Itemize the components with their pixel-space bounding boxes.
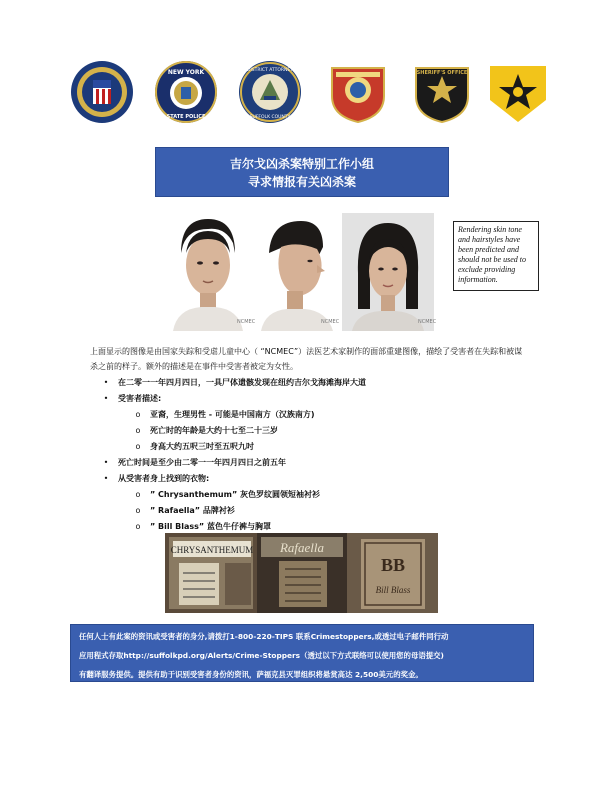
footer-line-1: 任何人士有此案的资讯或受害者的身分,请拨打1-800-220-TIPS 联系Crimestoppers,或透过电子邮件同行动 <box>79 632 449 641</box>
list-item: o 死亡时的年龄是大约十七至二十三岁 <box>135 426 278 435</box>
rendering-disclaimer-note: Rendering skin tone and hairstyles have been predicted and should not be used to exclude providing information. <box>453 221 539 291</box>
svg-text:NCMEC: NCMEC <box>418 319 437 325</box>
reconstruction-front-female-image <box>342 213 437 331</box>
svg-text:STATE POLICE: STATE POLICE <box>166 114 206 120</box>
fbi-seal-icon <box>70 60 134 124</box>
svg-text:Rafaella: Rafaella <box>279 540 325 555</box>
list-item: o ” Rafaella” 品牌衬衫 <box>135 506 235 515</box>
title-line-2: 寻求情报有关凶杀案 <box>247 175 356 189</box>
victim-details-list <box>100 375 530 551</box>
svg-text:Bill Blass: Bill Blass <box>375 585 411 595</box>
footer-line-3: 有翻译服务提供。提供有助于识别受害者身份的资讯，萨福克县灭罪组织将悬赏高达 2,500美元的奖金。 <box>79 670 423 679</box>
task-force-title-banner <box>155 147 449 197</box>
agency-seals-row <box>70 60 550 130</box>
tip-contact-footer-banner <box>70 624 534 682</box>
list-item: o ” Chrysanthemum” 灰色罗纹圆领短袖衬衫 <box>135 490 320 499</box>
svg-text:CHRYSANTHEMUM: CHRYSANTHEMUM <box>170 545 254 555</box>
reconstruction-profile-male-image <box>257 213 340 331</box>
footer-line-2: 应用程式存取http://suffolkpd.org/Alerts/Crime-Stoppers（透过以下方式联络可以使用您的母语提交) <box>79 651 444 660</box>
list-item: o 身高大约五呎三吋至五呎九吋 <box>135 442 254 451</box>
bill-blass-label-image <box>347 533 438 613</box>
chrysanthemum-label-image <box>165 533 257 613</box>
svg-text:NCMEC: NCMEC <box>237 319 256 325</box>
clothing-labels-photos <box>165 533 438 613</box>
intro-paragraph: 上面显示的图像是由国家失踪和受虐儿童中心（ “NCMEC”）法医艺术家制作的面部重建图像，描绘了受害者在失踪和被谋杀之前的样子。额外的描述是在事件中受害者被定为女性。 <box>90 347 523 371</box>
svg-text:SUFFOLK COUNTY: SUFFOLK COUNTY <box>249 115 291 120</box>
list-item: o 亚裔，生理男性 - 可能是中国南方（汉族南方) <box>135 410 315 419</box>
svg-text:DISTRICT ATTORNEY: DISTRICT ATTORNEY <box>247 68 293 73</box>
svg-text:NEW YORK: NEW YORK <box>167 69 205 76</box>
secret-service-star-icon <box>486 60 550 124</box>
list-item: • 在二零一一年四月四日，一具尸体遗骸发现在纽约吉尔戈海滩海岸大道 <box>103 378 366 387</box>
suffolk-police-patch-icon <box>326 60 390 124</box>
new-york-state-police-seal-icon <box>154 60 218 124</box>
list-item: • 死亡时间是至少由二零一一年四月四日之前五年 <box>103 458 286 467</box>
sheriffs-office-badge-icon <box>410 60 474 124</box>
reconstruction-front-male-image <box>167 213 256 331</box>
svg-text:SHERIFF'S OFFICE: SHERIFF'S OFFICE <box>416 70 468 76</box>
list-item: • 受害者描述: <box>103 394 162 403</box>
list-item: o ” Bill Blass” 蓝色牛仔裤与胸罩 <box>135 522 271 531</box>
rafaella-label-image <box>257 533 347 613</box>
svg-text:NCMEC: NCMEC <box>321 319 340 325</box>
suffolk-district-attorney-seal-icon <box>238 60 302 124</box>
list-item: • 从受害者身上找到的衣物: <box>103 474 210 483</box>
svg-text:BB: BB <box>380 555 406 575</box>
title-line-1: 吉尔戈凶杀案特别工作小组 <box>229 157 374 171</box>
